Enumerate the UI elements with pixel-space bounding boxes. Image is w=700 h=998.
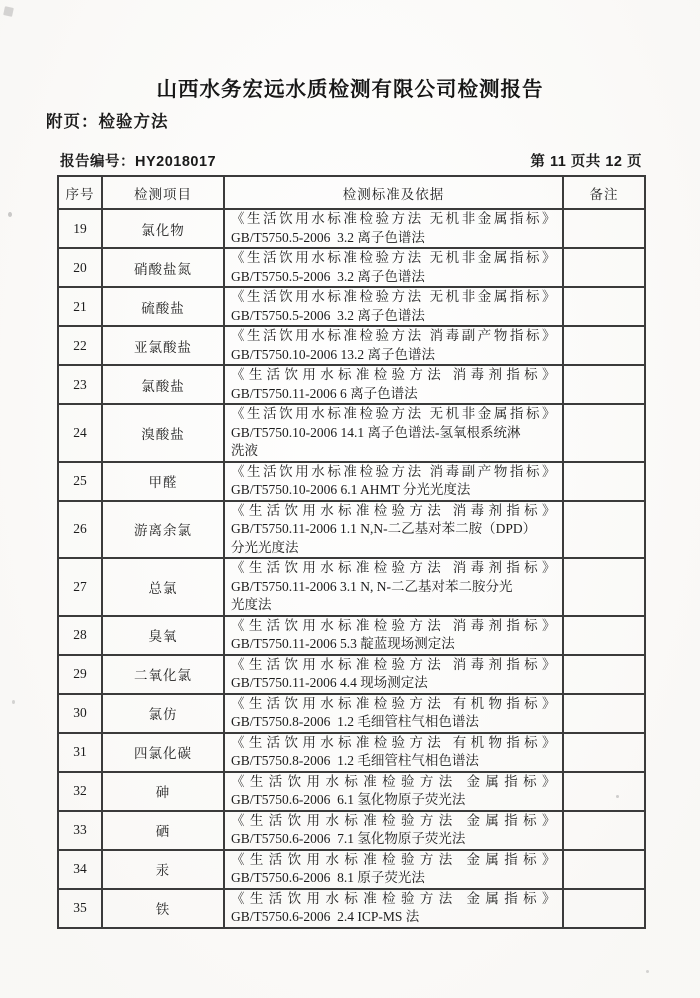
- serial-number-cell: 21: [58, 287, 102, 326]
- standard-title-line: 《生活饮用水标准检验方法 无机非金属指标》: [231, 250, 556, 265]
- test-item-cell: 铁: [102, 889, 224, 928]
- serial-number-cell: 30: [58, 694, 102, 733]
- remark-cell: [563, 558, 645, 616]
- remark-cell: [563, 733, 645, 772]
- serial-number-cell: 33: [58, 811, 102, 850]
- test-item-cell: 溴酸盐: [102, 404, 224, 462]
- page-indicator: 第 11 页共 12 页: [530, 154, 642, 170]
- standard-method-line: GB/T5750.8-2006 1.2 毛细管柱气相色谱法: [231, 753, 479, 768]
- table-row: [58, 209, 645, 248]
- serial-number-cell: 31: [58, 733, 102, 772]
- standard-title-line: 《生活饮用水标准检验方法 消毒剂指标》: [231, 502, 556, 518]
- scan-artifact-speck: [646, 970, 649, 973]
- test-item-cell: 总氯: [102, 558, 224, 616]
- table-row: [58, 326, 645, 365]
- standard-method-line: GB/T5750.11-2006 3.1 N, N-二乙基对苯二胺分光: [231, 578, 513, 594]
- header-test-item: 检测项目: [102, 176, 224, 209]
- standard-method-line: GB/T5750.6-2006 6.1 氢化物原子荧光法: [231, 792, 466, 807]
- standard-title-line: 《生活饮用水标准检验方法 消毒剂指标》: [231, 617, 556, 633]
- table-row: [58, 462, 645, 501]
- scan-artifact-speck: [12, 700, 15, 704]
- standard-method-line: GB/T5750.6-2006 7.1 氢化物原子荧光法: [231, 831, 466, 846]
- test-standard-cell: [224, 772, 563, 811]
- standard-method-line: 洗液: [231, 443, 258, 458]
- scan-artifact-speck: [8, 212, 12, 217]
- test-standard-cell: [224, 462, 563, 501]
- standard-method-line: GB/T5750.6-2006 8.1 原子荧光法: [231, 870, 425, 885]
- serial-number-cell: 25: [58, 462, 102, 501]
- test-item-cell: 硒: [102, 811, 224, 850]
- test-standard-cell: [224, 616, 563, 655]
- test-item-cell: 汞: [102, 850, 224, 889]
- serial-number-cell: 29: [58, 655, 102, 694]
- standard-title-line: 《生活饮用水标准检验方法 消毒副产物指标》: [231, 463, 556, 479]
- test-standard-cell: [224, 404, 563, 462]
- standard-method-line: GB/T5750.8-2006 1.2 毛细管柱气相色谱法: [231, 714, 479, 729]
- test-item-cell: 二氧化氯: [102, 655, 224, 694]
- test-standard-cell: [224, 287, 563, 326]
- remark-cell: [563, 616, 645, 655]
- test-item-cell: 氯化物: [102, 209, 224, 248]
- remark-cell: [563, 889, 645, 928]
- test-methods-table: [57, 175, 646, 929]
- standard-title-line: 《生活饮用水标准检验方法 消毒副产物指标》: [231, 328, 556, 343]
- appendix-method-label: 附页：检验方法: [46, 113, 169, 131]
- table-row: [58, 850, 645, 889]
- serial-number-cell: 23: [58, 365, 102, 404]
- standard-title-line: 《生活饮用水标准检验方法 消毒剂指标》: [231, 560, 556, 575]
- test-standard-cell: [224, 248, 563, 287]
- standard-method-line: GB/T5750.11-2006 6 离子色谱法: [231, 385, 418, 401]
- serial-number-cell: 27: [58, 558, 102, 616]
- test-item-cell: 亚氯酸盐: [102, 326, 224, 365]
- standard-method-line: GB/T5750.10-2006 14.1 离子色谱法-氢氧根系统淋: [231, 424, 521, 440]
- test-item-cell: 硝酸盐氮: [102, 248, 224, 287]
- table-row: [58, 811, 645, 850]
- test-item-cell: 游离余氯: [102, 501, 224, 559]
- standard-method-line: GB/T5750.5-2006 3.2 离子色谱法: [231, 268, 425, 284]
- table-row: [58, 558, 645, 616]
- standard-title-line: 《生活饮用水标准检验方法 无机非金属指标》: [231, 211, 556, 226]
- serial-number-cell: 26: [58, 501, 102, 559]
- test-standard-cell: [224, 733, 563, 772]
- table-row: [58, 694, 645, 733]
- serial-number-cell: 19: [58, 209, 102, 248]
- remark-cell: [563, 462, 645, 501]
- standard-method-line: GB/T5750.5-2006 3.2 离子色谱法: [231, 307, 425, 323]
- remark-cell: [563, 248, 645, 287]
- report-title: 山西水务宏远水质检测有限公司检测报告: [156, 78, 544, 101]
- test-item-cell: 硫酸盐: [102, 287, 224, 326]
- test-item-cell: 砷: [102, 772, 224, 811]
- standard-title-line: 《生活饮用水标准检验方法 金属指标》: [231, 851, 556, 867]
- header-serial-number: 序号: [58, 176, 102, 209]
- test-item-cell: 氯酸盐: [102, 365, 224, 404]
- table-row: [58, 772, 645, 811]
- standard-method-line: 分光光度法: [231, 539, 299, 555]
- test-standard-cell: [224, 655, 563, 694]
- meta-row: [60, 150, 642, 171]
- table-row: [58, 655, 645, 694]
- serial-number-cell: 35: [58, 889, 102, 928]
- remark-cell: [563, 404, 645, 462]
- remark-cell: [563, 694, 645, 733]
- standard-title-line: 《生活饮用水标准检验方法 金属指标》: [231, 890, 556, 906]
- serial-number-cell: 34: [58, 850, 102, 889]
- table-row: [58, 248, 645, 287]
- table-row: [58, 733, 645, 772]
- standard-title-line: 《生活饮用水标准检验方法 金属指标》: [231, 773, 556, 789]
- header-remark: 备注: [563, 176, 645, 209]
- table-row: [58, 501, 645, 559]
- serial-number-cell: 32: [58, 772, 102, 811]
- table-header-row: [58, 176, 645, 209]
- standard-method-line: 光度法: [231, 597, 272, 612]
- standard-title-line: 《生活饮用水标准检验方法 消毒剂指标》: [231, 656, 556, 672]
- test-standard-cell: [224, 209, 563, 248]
- remark-cell: [563, 326, 645, 365]
- standard-title-line: 《生活饮用水标准检验方法 消毒剂指标》: [231, 367, 556, 382]
- remark-cell: [563, 501, 645, 559]
- standard-title-line: 《生活饮用水标准检验方法 金属指标》: [231, 812, 556, 828]
- remark-cell: [563, 772, 645, 811]
- table-row: [58, 616, 645, 655]
- standard-method-line: GB/T5750.11-2006 1.1 N,N-二乙基对苯二胺（DPD）: [231, 521, 537, 536]
- remark-cell: [563, 850, 645, 889]
- standard-method-line: GB/T5750.10-2006 13.2 离子色谱法: [231, 346, 435, 362]
- table-row: [58, 365, 645, 404]
- remark-cell: [563, 209, 645, 248]
- test-item-cell: 臭氧: [102, 616, 224, 655]
- test-standard-cell: [224, 811, 563, 850]
- remark-cell: [563, 365, 645, 404]
- table-row: [58, 287, 645, 326]
- serial-number-cell: 20: [58, 248, 102, 287]
- table-row: [58, 404, 645, 462]
- scan-artifact-corner: [3, 6, 14, 17]
- test-standard-cell: [224, 558, 563, 616]
- standard-title-line: 《生活饮用水标准检验方法 有机物指标》: [231, 695, 556, 711]
- header-test-standard: 检测标准及依据: [224, 176, 563, 209]
- test-standard-cell: [224, 326, 563, 365]
- standard-title-line: 《生活饮用水标准检验方法 有机物指标》: [231, 734, 556, 750]
- serial-number-cell: 22: [58, 326, 102, 365]
- remark-cell: [563, 287, 645, 326]
- standard-method-line: GB/T5750.5-2006 3.2 离子色谱法: [231, 229, 425, 245]
- test-standard-cell: [224, 501, 563, 559]
- standard-method-line: GB/T5750.10-2006 6.1 AHMT 分光光度法: [231, 482, 471, 497]
- test-item-cell: 四氯化碳: [102, 733, 224, 772]
- test-standard-cell: [224, 365, 563, 404]
- remark-cell: [563, 811, 645, 850]
- standard-title-line: 《生活饮用水标准检验方法 无机非金属指标》: [231, 406, 556, 421]
- table-row: [58, 889, 645, 928]
- test-standard-cell: [224, 694, 563, 733]
- standard-method-line: GB/T5750.6-2006 2.4 ICP-MS 法: [231, 909, 420, 924]
- standard-method-line: GB/T5750.11-2006 5.3 靛蓝现场测定法: [231, 636, 455, 651]
- report-number: 报告编号：HY2018017: [60, 154, 217, 170]
- standard-method-line: GB/T5750.11-2006 4.4 现场测定法: [231, 675, 428, 690]
- test-item-cell: 甲醛: [102, 462, 224, 501]
- test-item-cell: 氯仿: [102, 694, 224, 733]
- remark-cell: [563, 655, 645, 694]
- serial-number-cell: 24: [58, 404, 102, 462]
- test-standard-cell: [224, 850, 563, 889]
- standard-title-line: 《生活饮用水标准检验方法 无机非金属指标》: [231, 289, 556, 304]
- serial-number-cell: 28: [58, 616, 102, 655]
- test-standard-cell: [224, 889, 563, 928]
